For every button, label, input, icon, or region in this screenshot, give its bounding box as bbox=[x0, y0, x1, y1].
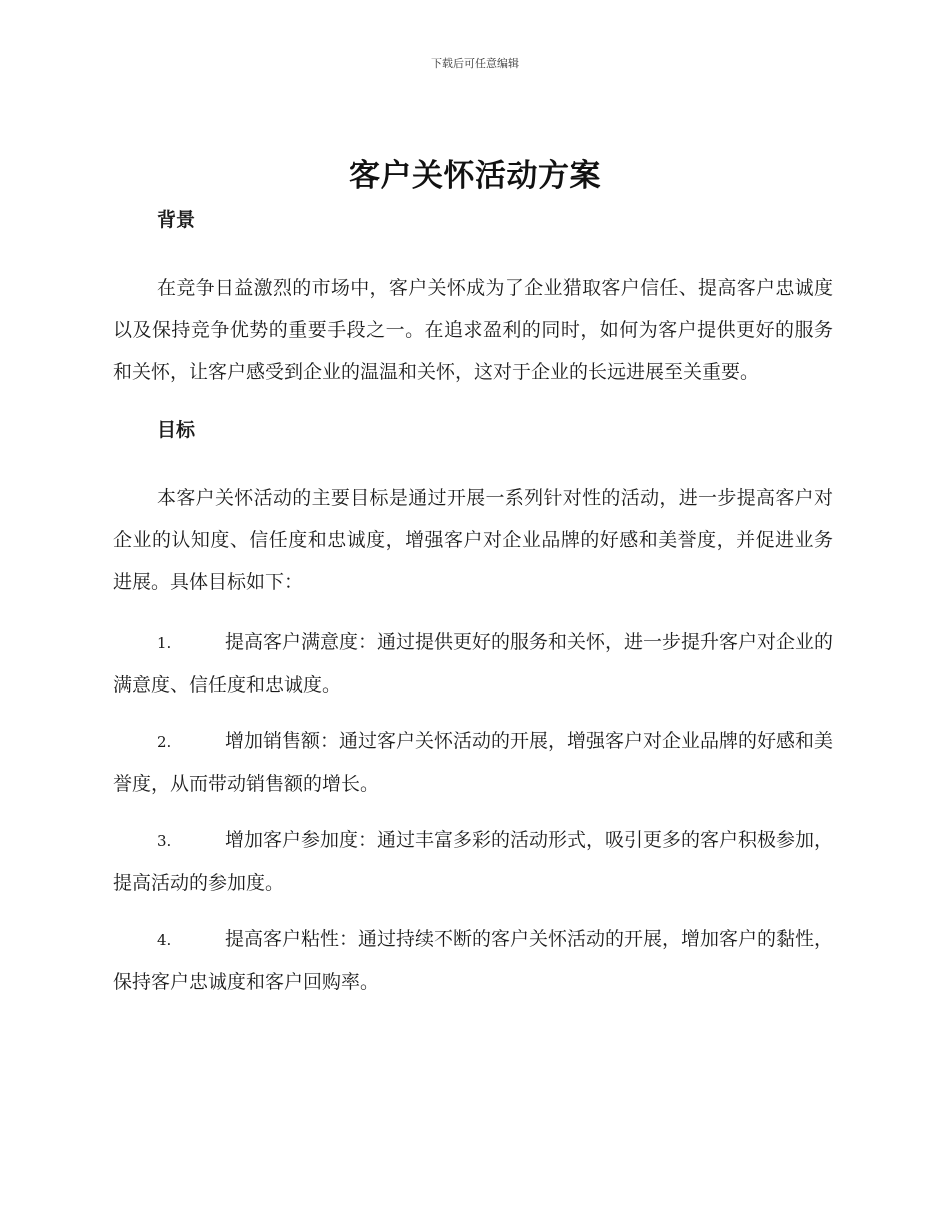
list-item-text: 提高客户粘性：通过持续不断的客户关怀活动的开展，增加客户的黏性，保持客户忠诚度和客户回购率。 bbox=[113, 928, 834, 993]
section-heading-goals: 目标 bbox=[157, 419, 196, 441]
list-item-number: 3. bbox=[157, 832, 172, 850]
list-item bbox=[113, 621, 833, 706]
list-item bbox=[113, 819, 833, 904]
header-note: 下载后可任意编辑 bbox=[431, 57, 519, 70]
list-item bbox=[113, 918, 833, 1003]
list-item-number: 2. bbox=[157, 733, 172, 751]
document-body bbox=[113, 205, 833, 1017]
list-item-text: 增加销售额：通过客户关怀活动的开展，增强客户对企业品牌的好感和美誉度，从而带动销售额的增长。 bbox=[113, 730, 834, 795]
list-item bbox=[113, 720, 833, 805]
goals-list bbox=[113, 621, 833, 1003]
page-title: 客户关怀活动方案 bbox=[349, 158, 601, 194]
list-item-number: 1. bbox=[157, 634, 172, 652]
list-item-text: 提高客户满意度：通过提供更好的服务和关怀，进一步提升客户对企业的满意度、信任度和忠诚度。 bbox=[113, 631, 834, 696]
background-paragraph: 在竞争日益激烈的市场中，客户关怀成为了企业猎取客户信任、提高客户忠诚度以及保持竞争优势的重要手段之一。在追求盈利的同时，如何为客户提供更好的服务和关怀，让客户感受到企业的温温和关怀，这对于企业的长远进展至关重要。 bbox=[113, 277, 833, 383]
list-item-text: 增加客户参加度：通过丰富多彩的活动形式，吸引更多的客户积极参加，提高活动的参加度。 bbox=[113, 829, 834, 894]
goals-paragraph: 本客户关怀活动的主要目标是通过开展一系列针对性的活动，进一步提高客户对企业的认知度、信任度和忠诚度，增强客户对企业品牌的好感和美誉度，并促进业务进展。具体目标如下： bbox=[113, 487, 833, 593]
list-item-number: 4. bbox=[157, 931, 172, 949]
section-heading-background: 背景 bbox=[157, 209, 196, 231]
